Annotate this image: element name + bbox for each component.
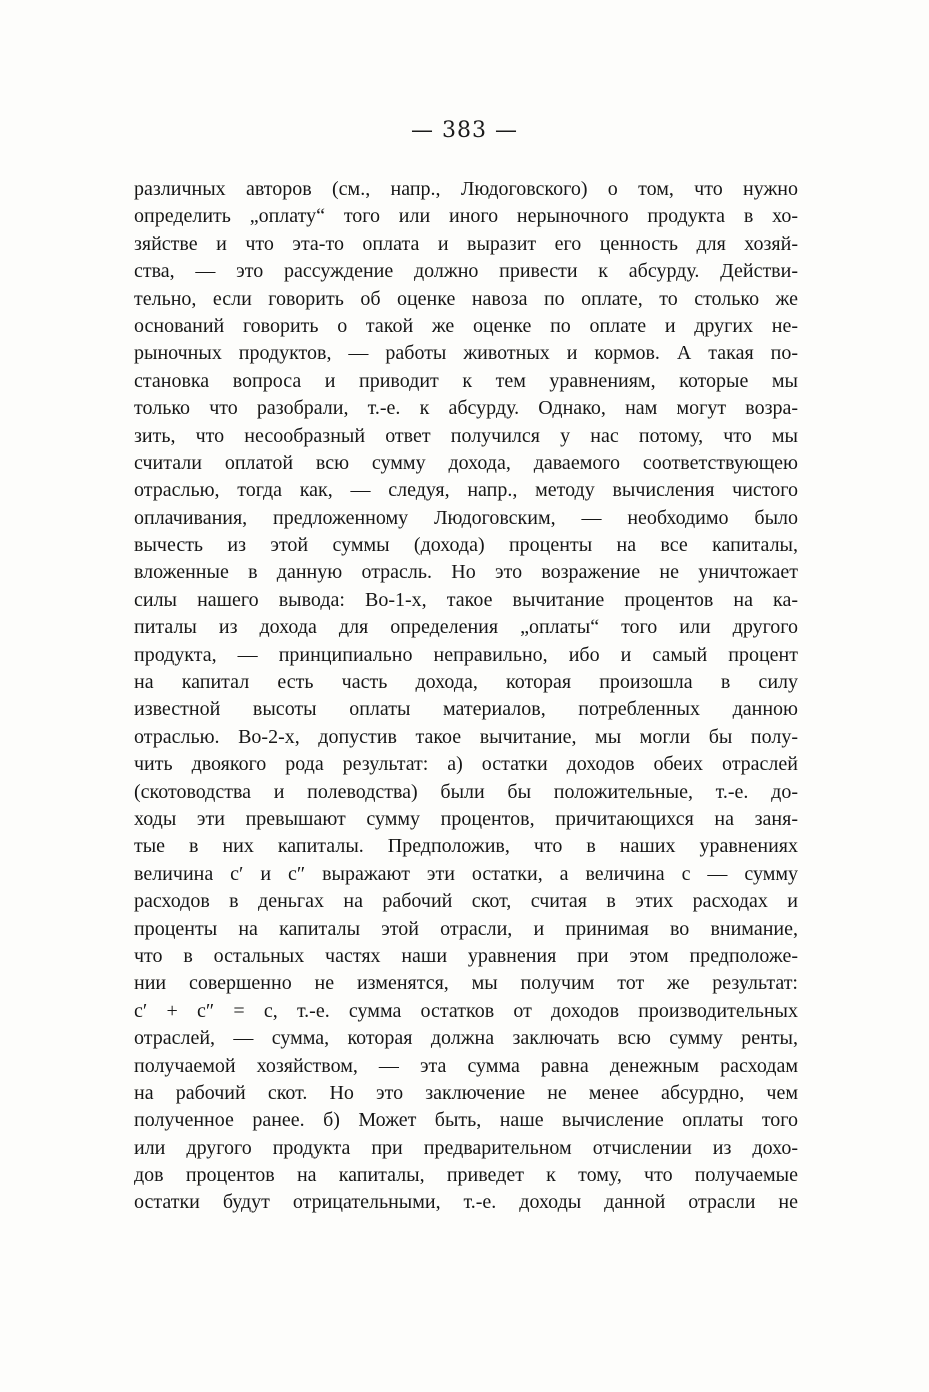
- text-line: ходы эти превышают сумму процентов, причитающихся на заня-: [134, 807, 798, 830]
- text-line: получаемой хозяйством, — эта сумма равна денежным расходам: [134, 1054, 798, 1077]
- text-line: расходов в деньгах на рабочий скот, считая в этих расходах и: [134, 890, 798, 913]
- text-line: питалы из дохода для определения „оплаты“ того или другого: [134, 616, 798, 639]
- text-line: остатки будут отрицательными, т.-е. доходы данной отрасли не: [134, 1191, 798, 1214]
- text-line: отраслей, — сумма, которая должна заключать всю сумму ренты,: [134, 1027, 798, 1050]
- text-line: вложенные в данную отрасль. Но это возражение не уничтожает: [134, 561, 798, 584]
- text-line: тельно, если говорить об оценке навоза по оплате, то столько же: [134, 287, 798, 310]
- text-line: на рабочий скот. Но это заключение не менее абсурдно, чем: [134, 1081, 798, 1104]
- text-line: нии совершенно не изменятся, мы получим тот же результат:: [134, 972, 798, 995]
- text-line: известной высоты оплаты материалов, потребленных данною: [134, 698, 798, 721]
- text-line: на капитал есть часть дохода, которая произошла в силу: [134, 671, 798, 694]
- text-line: чить двоякого рода результат: а) остатки доходов обеих отраслей: [134, 753, 798, 776]
- text-line: различных авторов (см., напр., Людоговского) о том, что нужно: [134, 178, 798, 200]
- text-line: вычесть из этой суммы (дохода) проценты на все капиталы,: [134, 534, 798, 557]
- page-number: — 383 —: [411, 118, 518, 143]
- text-line: становка вопроса и приводит к тем уравнениям, которые мы: [134, 369, 798, 392]
- text-line: определить „оплату“ того или иного нерыночного продукта в хо-: [134, 205, 798, 228]
- text-line: полученное ранее. б) Может быть, наше вычисление оплаты того: [134, 1109, 798, 1132]
- text-line: оснований говорить о такой же оценке по оплате и других не-: [134, 314, 798, 337]
- text-line: величина c′ и c″ выражают эти остатки, а величина c — сумму: [134, 862, 798, 885]
- text-line: оплачивания, предложенному Людоговским, — необходимо было: [134, 506, 798, 529]
- text-line: отраслью. Во-2-х, допустив такое вычитание, мы могли бы полу-: [134, 725, 798, 748]
- text-line: или другого продукта при предварительном отчислении из дохо-: [134, 1136, 798, 1159]
- text-line: что в остальных частях наши уравнения при этом предположе-: [134, 944, 798, 967]
- text-line: отраслью, тогда как, — следуя, напр., методу вычисления чистого: [134, 479, 798, 502]
- text-line: дов процентов на капиталы, приведет к тому, что получаемые: [134, 1164, 798, 1187]
- text-line: тые в них капиталы. Предположив, что в наших уравнениях: [134, 835, 798, 858]
- text-line: ства, — это рассуждение должно привести к абсурду. Действи-: [134, 260, 798, 283]
- body-text: [134, 176, 798, 1217]
- text-line: зяйстве и что эта-то оплата и выразит его ценность для хозяй-: [134, 232, 798, 255]
- text-line: продукта, — принципиально неправильно, ибо и самый процент: [134, 643, 798, 666]
- text-line: проценты на капиталы этой отрасли, и принимая во внимание,: [134, 917, 798, 940]
- text-line: (скотоводства и полеводства) были бы положительные, т.-е. до-: [134, 780, 798, 803]
- text-line: считали оплатой всю сумму дохода, даваемого соответствующею: [134, 451, 798, 474]
- text-line: зить, что несообразный ответ получился у нас потому, что мы: [134, 424, 798, 447]
- text-line: c′ + c″ = c, т.-е. сумма остатков от доходов производительных: [134, 999, 798, 1022]
- text-line: силы нашего вывода: Во-1-х, такое вычитание процентов на ка-: [134, 588, 798, 611]
- text-line: рыночных продуктов, — работы животных и кормов. А такая по-: [134, 342, 798, 365]
- text-line: только что разобрали, т.-е. к абсурду. Однако, нам могут возра-: [134, 397, 798, 420]
